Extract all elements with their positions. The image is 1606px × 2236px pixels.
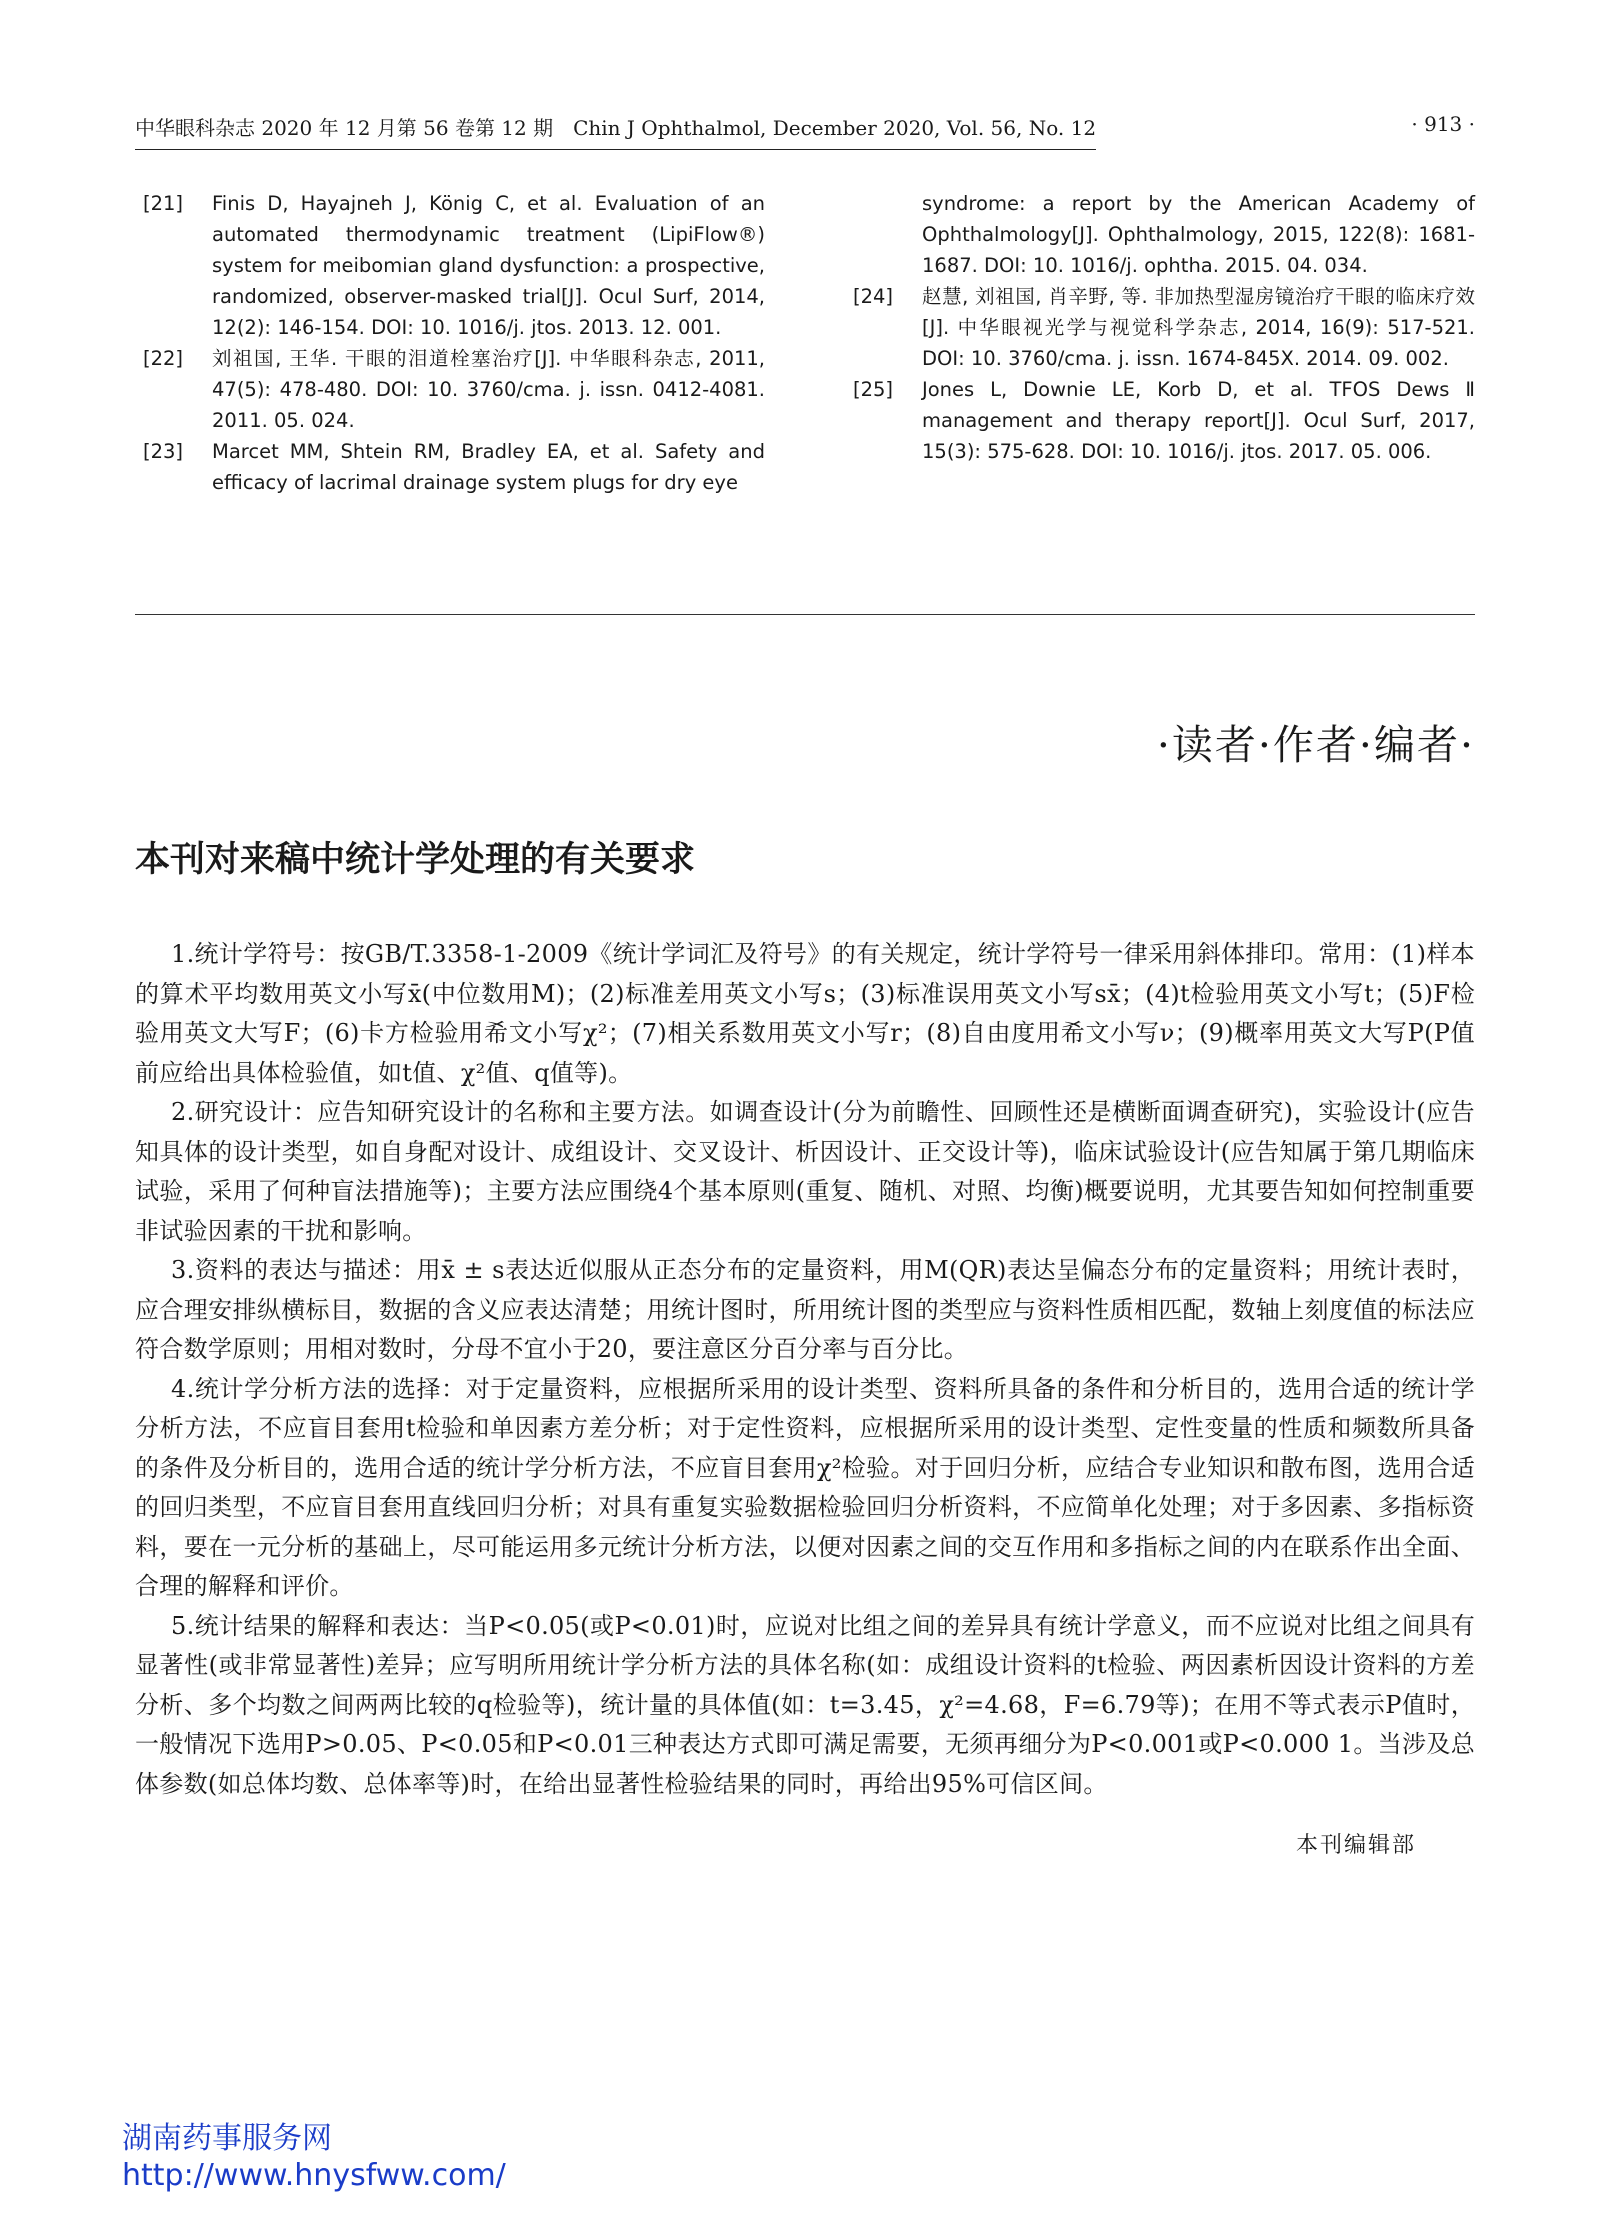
article-title: 本刊对来稿中统计学处理的有关要求: [135, 840, 696, 880]
reference-list: [135, 188, 1475, 508]
reference-text: Jones L, Downie LE, Korb D, et al. TFOS Dews Ⅱ management and therapy report[J]. Ocul Surf, 2017, 15(3): 575-628. DOI: 10. 1016/j. jtos. 2017. 05. 006.: [922, 378, 1475, 463]
paragraph: 4.统计学分析方法的选择：对于定量资料，应根据所采用的设计类型、资料所具备的条件和分析目的，选用合适的统计学分析方法，不应盲目套用t检验和单因素方差分析；对于定性资料，应根据所采用的设计类型、定性变量的性质和频数所具备的条件及分析目的，选用合适的统计学分析方法，不应盲目套用χ²检验。对于回归分析，应结合专业知识和散布图，选用合适的回归类型，不应盲目套用直线回归分析；对具有重复实验数据检验回归分析资料，不应简单化处理；对于多因素、多指标资料，要在一元分析的基础上，尽可能运用多元统计分析方法，以便对因素之间的交互作用和多指标之间的内在联系作出全面、合理的解释和评价。: [135, 1374, 1475, 1600]
reference-text: Marcet MM, Shtein RM, Bradley EA, et al. Safety and efficacy of lacrimal drainage system plugs for dry eye: [212, 440, 765, 494]
reference-item: [135, 188, 765, 343]
reference-text: syndrome: a report by the American Academy of Ophthalmology[J]. Ophthalmology, 2015, 122(8): 1681-1687. DOI: 10. 1016/j. ophtha. 2015. 04. 034.: [922, 192, 1475, 277]
reference-item: [845, 188, 1475, 281]
reference-column-right: [845, 188, 1475, 467]
reference-text: Finis D, Hayajneh J, König C, et al. Evaluation of an automated thermodynamic treatment (LipiFlow®) system for meibomian gland dysfunction: a prospective, randomized, observer-masked trial[J]. Ocul Surf, 2014, 12(2): 146-154. DOI: 10. 1016/j. jtos. 2013. 12. 001.: [212, 192, 765, 339]
paragraph: 1.统计学符号：按GB/T.3358-1-2009《统计学词汇及符号》的有关规定，统计学符号一律采用斜体排印。常用：(1)样本的算术平均数用英文小写x̄(中位数用M)；(2)标准差用英文小写s；(3)标准误用英文小写sx̄；(4)t检验用英文小写t；(5)F检验用英文大写F；(6)卡方检验用希文小写χ²；(7)相关系数用英文小写r；(8)自由度用希文小写ν；(9)概率用英文大写P(P值前应给出具体检验值，如t值、χ²值、q值等)。: [135, 940, 1475, 1087]
reference-item: [135, 436, 765, 498]
section-divider: [135, 614, 1475, 615]
reference-number: [21]: [143, 192, 184, 215]
paragraph: 3.资料的表达与描述：用x̄ ± s表达近似服从正态分布的定量资料，用M(QR)表达呈偏态分布的定量资料；用统计表时，应合理安排纵横标目，数据的含义应表达清楚；用统计图时，所用统计图的类型应与资料性质相匹配，数轴上刻度值的标法应符合数学原则；用相对数时，分母不宜小于20，要注意区分百分率与百分比。: [135, 1256, 1475, 1363]
article-body: [135, 935, 1475, 1804]
reference-item: [135, 343, 765, 436]
reference-number: [23]: [143, 440, 184, 463]
editorial-signature: 本刊编辑部: [1295, 1833, 1416, 1858]
reference-item: [845, 281, 1475, 374]
reference-item: [845, 374, 1475, 467]
watermark-url[interactable]: http://www.hnysfww.com/: [122, 2158, 506, 2193]
reference-number: [24]: [853, 285, 894, 308]
journal-header: 中华眼科杂志 2020 年 12 月第 56 卷第 12 期 Chin J Ophthalmol, December 2020, Vol. 56, No. 12: [135, 112, 1096, 150]
paragraph: 5.统计结果的解释和表达：当P<0.05(或P<0.01)时，应说对比组之间的差异具有统计学意义，而不应说对比组之间具有显著性(或非常显著性)差异；应写明所用统计学分析方法的具体名称(如：成组设计资料的t检验、两因素析因设计资料的方差分析、多个均数之间两两比较的q检验等)，统计量的具体值(如：t=3.45，χ²=4.68，F=6.79等)；在用不等式表示P值时，一般情况下选用P>0.05、P<0.05和P<0.01三种表达方式即可满足需要，无须再细分为P<0.001或P<0.000 1。当涉及总体参数(如总体均数、总体率等)时，在给出显著性检验结果的同时，再给出95%可信区间。: [135, 1611, 1475, 1798]
reference-text: 赵慧, 刘祖国, 肖辛野, 等. 非加热型湿房镜治疗干眼的临床疗效[J]. 中华眼视光学与视觉科学杂志, 2014, 16(9): 517-521. DOI: 10. 3760/cma. j. issn. 1674-845X. 2014. 09. 002.: [922, 285, 1475, 370]
reference-number: [25]: [853, 378, 894, 401]
watermark-name: 湖南药事服务网: [122, 2121, 332, 2156]
watermark: [122, 2120, 506, 2194]
column-title: ·读者·作者·编者·: [1156, 721, 1475, 769]
reference-column-left: [135, 188, 765, 498]
reference-number: [22]: [143, 347, 184, 370]
page-number: · 913 ·: [1411, 112, 1475, 136]
paragraph: 2.研究设计：应告知研究设计的名称和主要方法。如调查设计(分为前瞻性、回顾性还是横断面调查研究)，实验设计(应告知具体的设计类型，如自身配对设计、成组设计、交叉设计、析因设计、正交设计等)，临床试验设计(应告知属于第几期临床试验，采用了何种盲法措施等)；主要方法应围绕4个基本原则(重复、随机、对照、均衡)概要说明，尤其要告知如何控制重要非试验因素的干扰和影响。: [135, 1098, 1475, 1245]
running-header: [135, 112, 1475, 152]
reference-text: 刘祖国, 王华. 干眼的泪道栓塞治疗[J]. 中华眼科杂志, 2011, 47(5): 478-480. DOI: 10. 3760/cma. j. issn. 0412-4081. 2011. 05. 024.: [212, 347, 765, 432]
